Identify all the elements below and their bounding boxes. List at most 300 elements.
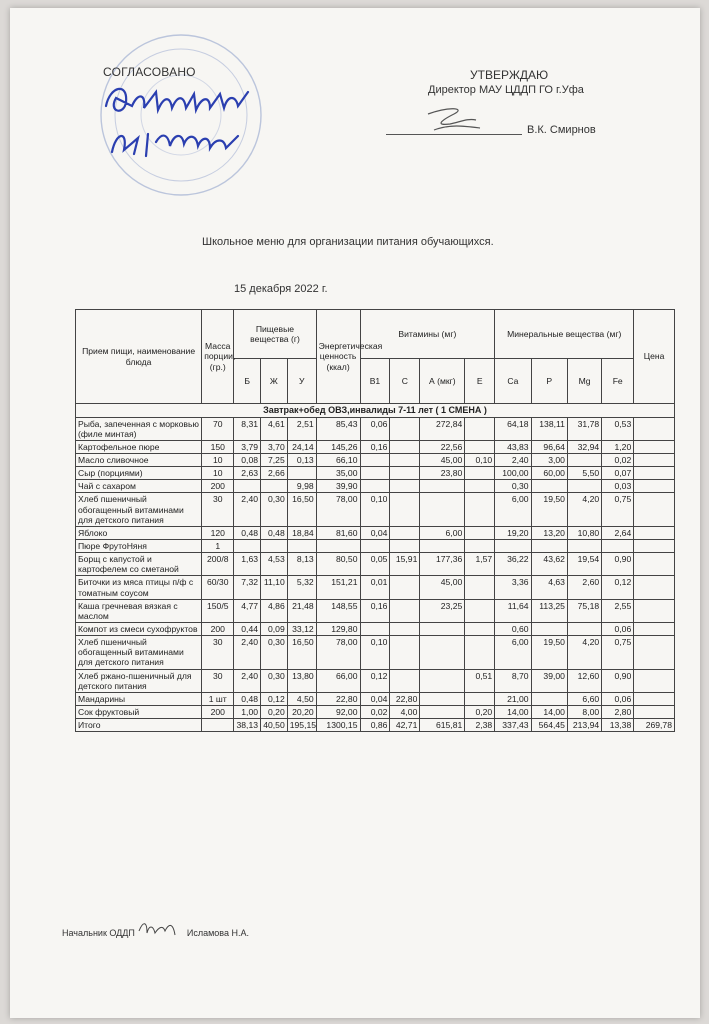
cell-fe: 0,75 (602, 636, 634, 669)
cell-u: 195,15 (287, 719, 316, 732)
cell-u: 16,50 (287, 493, 316, 526)
cell-price (634, 599, 675, 622)
cell-price (634, 636, 675, 669)
cell-p: 138,11 (531, 417, 567, 440)
table-row (76, 540, 675, 553)
handwritten-signature-left (98, 72, 268, 172)
cell-b: 3,79 (234, 440, 261, 453)
cell-mass: 200/8 (202, 553, 234, 576)
cell-zh: 4,86 (261, 599, 288, 622)
cell-ca: 6,00 (495, 636, 531, 669)
cell-e (465, 440, 495, 453)
cell-b1 (360, 540, 390, 553)
cell-c (390, 636, 420, 669)
header-sub-p: Р (531, 359, 567, 404)
header-sub-ca: Са (495, 359, 531, 404)
footer-position: Начальник ОДДП (62, 928, 135, 938)
table-row (76, 440, 675, 453)
cell-b1: 0,04 (360, 692, 390, 705)
cell-b: 0,44 (234, 623, 261, 636)
cell-price (634, 493, 675, 526)
table-row (76, 493, 675, 526)
total-row (76, 719, 675, 732)
cell-c: 42,71 (390, 719, 420, 732)
header-energy: Энергетическая ценность (ккал) (316, 310, 360, 404)
cell-b1: 0,12 (360, 669, 390, 692)
cell-ca: 0,60 (495, 623, 531, 636)
cell-mg: 12,60 (567, 669, 601, 692)
cell-energy: 151,21 (316, 576, 360, 599)
cell-price (634, 705, 675, 718)
document-title: Школьное меню для организации питания обучающихся. (202, 236, 494, 248)
cell-a (420, 705, 465, 718)
cell-c (390, 417, 420, 440)
cell-c (390, 599, 420, 622)
cell-price (634, 540, 675, 553)
cell-a (420, 480, 465, 493)
table-row (76, 705, 675, 718)
cell-a (420, 636, 465, 669)
cell-b: 1,00 (234, 705, 261, 718)
cell-a (420, 692, 465, 705)
cell-b1: 0,16 (360, 599, 390, 622)
cell-mg: 10,80 (567, 526, 601, 539)
cell-name: Хлеб пшеничный обогащенный витаминами для детского питания (76, 493, 202, 526)
cell-p: 19,50 (531, 493, 567, 526)
header-price: Цена (634, 310, 675, 404)
cell-zh: 7,25 (261, 454, 288, 467)
cell-energy: 22,80 (316, 692, 360, 705)
cell-zh: 0,30 (261, 493, 288, 526)
cell-e (465, 540, 495, 553)
cell-c (390, 454, 420, 467)
cell-name: Хлеб ржано-пшеничный для детского питания (76, 669, 202, 692)
cell-a: 6,00 (420, 526, 465, 539)
cell-zh: 2,66 (261, 467, 288, 480)
cell-e: 0,10 (465, 454, 495, 467)
cell-price (634, 526, 675, 539)
cell-zh: 0,09 (261, 623, 288, 636)
cell-name: Итого (76, 719, 202, 732)
cell-c (390, 540, 420, 553)
cell-energy: 148,55 (316, 599, 360, 622)
cell-fe: 0,07 (602, 467, 634, 480)
cell-p (531, 480, 567, 493)
cell-a: 615,81 (420, 719, 465, 732)
cell-e: 0,20 (465, 705, 495, 718)
cell-u: 2,51 (287, 417, 316, 440)
cell-energy: 85,43 (316, 417, 360, 440)
cell-zh: 0,48 (261, 526, 288, 539)
cell-e (465, 692, 495, 705)
footer-name: Исламова Н.А. (186, 928, 249, 938)
cell-zh: 0,30 (261, 669, 288, 692)
cell-b1: 0,04 (360, 526, 390, 539)
section-row (76, 404, 675, 418)
cell-e: 1,57 (465, 553, 495, 576)
cell-b1: 0,06 (360, 417, 390, 440)
cell-a: 45,00 (420, 576, 465, 599)
cell-ca: 100,00 (495, 467, 531, 480)
cell-b: 4,77 (234, 599, 261, 622)
cell-mg: 31,78 (567, 417, 601, 440)
cell-zh: 40,50 (261, 719, 288, 732)
cell-b (234, 480, 261, 493)
cell-energy: 81,60 (316, 526, 360, 539)
table-row (76, 576, 675, 599)
table-row (76, 526, 675, 539)
cell-zh: 11,10 (261, 576, 288, 599)
cell-e: 2,38 (465, 719, 495, 732)
cell-price: 269,78 (634, 719, 675, 732)
cell-mg: 75,18 (567, 599, 601, 622)
cell-ca: 36,22 (495, 553, 531, 576)
cell-a: 23,80 (420, 467, 465, 480)
cell-fe: 13,38 (602, 719, 634, 732)
cell-b1: 0,10 (360, 636, 390, 669)
cell-ca: 8,70 (495, 669, 531, 692)
cell-b: 7,32 (234, 576, 261, 599)
cell-a: 22,56 (420, 440, 465, 453)
cell-mass: 10 (202, 467, 234, 480)
cell-mass: 150/5 (202, 599, 234, 622)
cell-a (420, 493, 465, 526)
header-dish: Прием пищи, наименование блюда (76, 310, 202, 404)
cell-mg: 8,00 (567, 705, 601, 718)
cell-p: 4,63 (531, 576, 567, 599)
cell-name: Сыр (порциями) (76, 467, 202, 480)
cell-mg (567, 623, 601, 636)
cell-e (465, 599, 495, 622)
cell-e (465, 623, 495, 636)
cell-ca: 14,00 (495, 705, 531, 718)
cell-b1: 0,02 (360, 705, 390, 718)
cell-e: 0,51 (465, 669, 495, 692)
cell-b: 38,13 (234, 719, 261, 732)
cell-name: Мандарины (76, 692, 202, 705)
cell-energy (316, 540, 360, 553)
signature-line (386, 134, 522, 135)
cell-zh: 4,53 (261, 553, 288, 576)
table-row (76, 623, 675, 636)
cell-zh: 0,30 (261, 636, 288, 669)
cell-mg (567, 540, 601, 553)
cell-mg: 4,20 (567, 636, 601, 669)
director-position: Директор МАУ ЦДДП ГО г.Уфа (428, 84, 584, 96)
cell-p: 113,25 (531, 599, 567, 622)
cell-mass: 200 (202, 705, 234, 718)
cell-c (390, 440, 420, 453)
cell-mg: 32,94 (567, 440, 601, 453)
header-sub-b1: В1 (360, 359, 390, 404)
cell-b: 0,48 (234, 526, 261, 539)
cell-mg: 19,54 (567, 553, 601, 576)
cell-a (420, 669, 465, 692)
cell-mass: 30 (202, 493, 234, 526)
cell-name: Яблоко (76, 526, 202, 539)
cell-zh: 3,70 (261, 440, 288, 453)
cell-zh (261, 480, 288, 493)
table-row (76, 692, 675, 705)
cell-c (390, 467, 420, 480)
cell-b: 0,08 (234, 454, 261, 467)
cell-c (390, 576, 420, 599)
cell-b1 (360, 623, 390, 636)
cell-b: 0,48 (234, 692, 261, 705)
cell-u: 13,80 (287, 669, 316, 692)
cell-c: 22,80 (390, 692, 420, 705)
header-vitamins: Витамины (мг) (360, 310, 495, 359)
cell-c (390, 480, 420, 493)
header-sub-fe: Fe (602, 359, 634, 404)
cell-fe: 0,75 (602, 493, 634, 526)
cell-b1 (360, 467, 390, 480)
cell-ca: 11,64 (495, 599, 531, 622)
cell-b: 2,40 (234, 669, 261, 692)
cell-price (634, 417, 675, 440)
footer (62, 928, 249, 938)
header-minerals: Минеральные вещества (мг) (495, 310, 634, 359)
cell-energy: 35,00 (316, 467, 360, 480)
cell-b: 2,40 (234, 636, 261, 669)
cell-e (465, 493, 495, 526)
cell-mass: 150 (202, 440, 234, 453)
cell-p (531, 692, 567, 705)
cell-fe (602, 540, 634, 553)
cell-name: Масло сливочное (76, 454, 202, 467)
cell-mass: 1 (202, 540, 234, 553)
cell-c: 15,91 (390, 553, 420, 576)
cell-mg: 2,60 (567, 576, 601, 599)
header-nutrients: Пищевые вещества (г) (234, 310, 316, 359)
header-mass: Масса порции, (гр.) (202, 310, 234, 404)
cell-fe: 0,02 (602, 454, 634, 467)
cell-u (287, 467, 316, 480)
cell-p: 564,45 (531, 719, 567, 732)
cell-mass: 30 (202, 669, 234, 692)
director-signature (420, 104, 490, 136)
cell-mg (567, 480, 601, 493)
cell-name: Чай с сахаром (76, 480, 202, 493)
cell-c (390, 623, 420, 636)
cell-price (634, 480, 675, 493)
header-sub-a: А (мкг) (420, 359, 465, 404)
cell-energy: 66,10 (316, 454, 360, 467)
menu-table-body (76, 404, 675, 732)
document-date: 15 декабря 2022 г. (234, 283, 328, 295)
cell-ca: 337,43 (495, 719, 531, 732)
cell-u: 24,14 (287, 440, 316, 453)
cell-u: 16,50 (287, 636, 316, 669)
table-row (76, 454, 675, 467)
cell-mass: 60/30 (202, 576, 234, 599)
cell-b1: 0,05 (360, 553, 390, 576)
cell-zh: 0,12 (261, 692, 288, 705)
cell-mass: 120 (202, 526, 234, 539)
cell-b1: 0,10 (360, 493, 390, 526)
cell-name: Рыба, запеченная с морковью (филе минтая) (76, 417, 202, 440)
cell-mg: 213,94 (567, 719, 601, 732)
cell-ca: 64,18 (495, 417, 531, 440)
cell-fe: 0,06 (602, 623, 634, 636)
cell-u: 33,12 (287, 623, 316, 636)
header-sub-e: Е (465, 359, 495, 404)
cell-mass: 30 (202, 636, 234, 669)
cell-u: 9,98 (287, 480, 316, 493)
cell-fe: 0,03 (602, 480, 634, 493)
cell-b1: 0,16 (360, 440, 390, 453)
table-row (76, 417, 675, 440)
cell-fe: 1,20 (602, 440, 634, 453)
cell-e (465, 526, 495, 539)
cell-zh: 0,20 (261, 705, 288, 718)
cell-u: 0,13 (287, 454, 316, 467)
director-name: В.К. Смирнов (527, 124, 596, 136)
cell-energy: 92,00 (316, 705, 360, 718)
cell-c (390, 493, 420, 526)
cell-fe: 0,06 (602, 692, 634, 705)
cell-price (634, 576, 675, 599)
cell-u: 4,50 (287, 692, 316, 705)
cell-energy: 80,50 (316, 553, 360, 576)
cell-mg: 6,60 (567, 692, 601, 705)
cell-fe: 0,90 (602, 669, 634, 692)
cell-price (634, 623, 675, 636)
cell-p: 60,00 (531, 467, 567, 480)
cell-fe: 0,12 (602, 576, 634, 599)
cell-name: Борщ с капустой и картофелем со сметаной (76, 553, 202, 576)
approved-label: СОГЛАСОВАНО (103, 65, 196, 79)
cell-p: 43,62 (531, 553, 567, 576)
cell-u: 5,32 (287, 576, 316, 599)
cell-zh (261, 540, 288, 553)
cell-mass (202, 719, 234, 732)
header-sub-u: У (287, 359, 316, 404)
cell-p: 96,64 (531, 440, 567, 453)
cell-mg (567, 454, 601, 467)
cell-e (465, 480, 495, 493)
cell-e (465, 417, 495, 440)
cell-name: Пюре ФрутоНяня (76, 540, 202, 553)
cell-b1 (360, 480, 390, 493)
cell-b1: 0,01 (360, 576, 390, 599)
cell-price (634, 553, 675, 576)
cell-name: Компот из смеси сухофруктов (76, 623, 202, 636)
cell-p: 19,50 (531, 636, 567, 669)
header-sub-b: Б (234, 359, 261, 404)
table-row (76, 636, 675, 669)
cell-name: Каша гречневая вязкая с маслом (76, 599, 202, 622)
cell-a (420, 540, 465, 553)
cell-u: 8,13 (287, 553, 316, 576)
cell-name: Хлеб пшеничный обогащенный витаминами для детского питания (76, 636, 202, 669)
cell-b: 1,63 (234, 553, 261, 576)
cell-price (634, 669, 675, 692)
cell-e (465, 467, 495, 480)
cell-energy: 78,00 (316, 636, 360, 669)
cell-price (634, 440, 675, 453)
cell-b1: 0,86 (360, 719, 390, 732)
cell-b: 2,63 (234, 467, 261, 480)
header-sub-mg: Mg (567, 359, 601, 404)
cell-a: 23,25 (420, 599, 465, 622)
cell-fe: 0,53 (602, 417, 634, 440)
cell-energy: 66,00 (316, 669, 360, 692)
cell-mass: 200 (202, 480, 234, 493)
cell-p (531, 623, 567, 636)
cell-c (390, 669, 420, 692)
cell-ca: 6,00 (495, 493, 531, 526)
cell-ca: 3,36 (495, 576, 531, 599)
cell-ca: 0,30 (495, 480, 531, 493)
cell-p: 14,00 (531, 705, 567, 718)
table-row (76, 480, 675, 493)
cell-fe: 2,80 (602, 705, 634, 718)
cell-zh: 4,61 (261, 417, 288, 440)
table-row (76, 467, 675, 480)
cell-fe: 0,90 (602, 553, 634, 576)
cell-u: 21,48 (287, 599, 316, 622)
section-title: Завтрак+обед ОВЗ,инвалиды 7-11 лет ( 1 СМЕНА ) (76, 404, 675, 418)
cell-mass: 70 (202, 417, 234, 440)
cell-mg: 4,20 (567, 493, 601, 526)
cell-a (420, 623, 465, 636)
table-row (76, 599, 675, 622)
cell-p (531, 540, 567, 553)
cell-price (634, 692, 675, 705)
cell-fe: 2,55 (602, 599, 634, 622)
cell-e (465, 576, 495, 599)
header-sub-zh: Ж (261, 359, 288, 404)
cell-p: 3,00 (531, 454, 567, 467)
cell-b (234, 540, 261, 553)
cell-b: 2,40 (234, 493, 261, 526)
cell-a: 45,00 (420, 454, 465, 467)
cell-e (465, 636, 495, 669)
cell-ca (495, 540, 531, 553)
cell-name: Биточки из мяса птицы п/ф с томатным соусом (76, 576, 202, 599)
cell-ca: 21,00 (495, 692, 531, 705)
cell-a: 177,36 (420, 553, 465, 576)
cell-energy: 1300,15 (316, 719, 360, 732)
cell-b1 (360, 454, 390, 467)
cell-mass: 1 шт (202, 692, 234, 705)
cell-ca: 19,20 (495, 526, 531, 539)
cell-energy: 145,26 (316, 440, 360, 453)
cell-price (634, 454, 675, 467)
cell-energy: 39,90 (316, 480, 360, 493)
cell-name: Сок фруктовый (76, 705, 202, 718)
cell-u: 18,84 (287, 526, 316, 539)
table-row (76, 669, 675, 692)
cell-b: 8,31 (234, 417, 261, 440)
cell-c: 4,00 (390, 705, 420, 718)
cell-u: 20,20 (287, 705, 316, 718)
cell-mass: 200 (202, 623, 234, 636)
table-row (76, 553, 675, 576)
cell-fe: 2,64 (602, 526, 634, 539)
cell-u (287, 540, 316, 553)
cell-energy: 78,00 (316, 493, 360, 526)
cell-mg: 5,50 (567, 467, 601, 480)
cell-a: 272,84 (420, 417, 465, 440)
cell-energy: 129,80 (316, 623, 360, 636)
cell-price (634, 467, 675, 480)
cell-mass: 10 (202, 454, 234, 467)
cell-ca: 43,83 (495, 440, 531, 453)
header-sub-c: С (390, 359, 420, 404)
cell-p: 39,00 (531, 669, 567, 692)
